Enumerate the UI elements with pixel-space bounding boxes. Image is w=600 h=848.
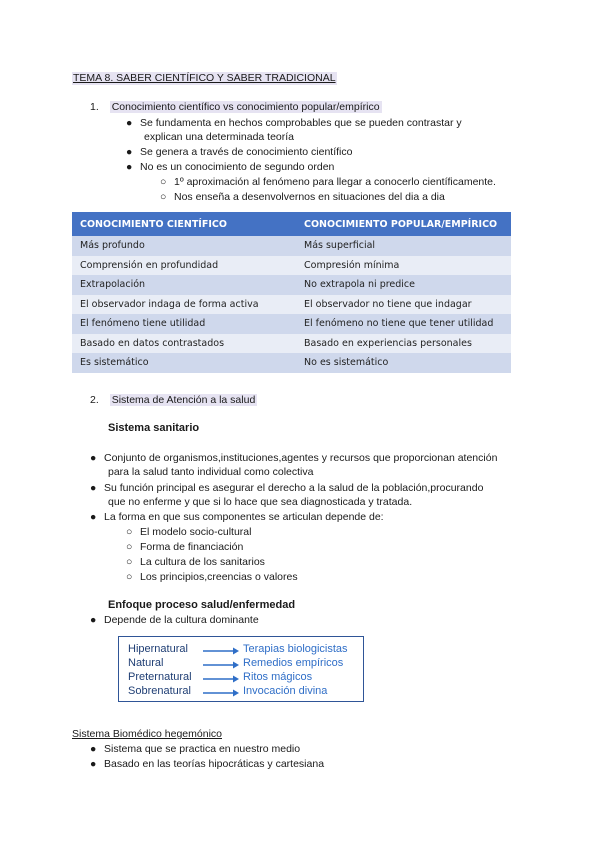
table-row <box>72 256 511 276</box>
table-row <box>72 275 511 295</box>
comparison-table <box>72 212 511 373</box>
list-item-continuation: explican una determinada teoría <box>144 131 295 143</box>
sub-list-item <box>160 175 496 189</box>
list-item <box>90 613 259 627</box>
table-header-cell: CONOCIMIENTO CIENTÍFICO <box>72 212 296 236</box>
table-row <box>72 295 511 315</box>
sub-list-item-text: Los principios,creencias o valores <box>140 571 298 583</box>
list-item <box>90 742 300 756</box>
table-cell: Extrapolación <box>72 275 296 295</box>
bullet-icon: ● <box>90 614 97 626</box>
list-item <box>90 451 497 465</box>
table-cell: Comprensión en profundidad <box>72 256 296 276</box>
diagram-left-label: Preternatural <box>128 671 192 683</box>
table-cell: Es sistemático <box>72 353 296 373</box>
bullet-icon: ● <box>126 146 133 158</box>
list-item-text: No es un conocimiento de segundo orden <box>140 161 335 173</box>
list-item <box>90 510 384 524</box>
bullet-icon: ● <box>90 452 97 464</box>
diagram-right-label: Invocación divina <box>243 685 328 697</box>
table-cell: Más profundo <box>72 236 296 256</box>
section-2-heading <box>90 393 257 407</box>
sub-list-item-text: La cultura de los sanitarios <box>140 556 265 568</box>
arrow-right-icon <box>203 660 239 670</box>
list-item <box>90 481 483 495</box>
section-title: Sistema de Atención a la salud <box>111 394 256 406</box>
section-number: 1. <box>90 101 99 113</box>
list-item-text: Su función principal es asegurar el derecho a la salud de la población,procurando <box>104 482 484 494</box>
table-row <box>72 334 511 354</box>
list-item <box>126 145 352 159</box>
table-row <box>72 314 511 334</box>
diagram-right-label: Ritos mágicos <box>243 671 313 683</box>
subsection-heading: Sistema Biomédico hegemónico <box>72 728 222 740</box>
sub-list-item <box>160 190 445 204</box>
list-item-continuation: que no enferme y que si lo hace que sea diagnosticada y tratada. <box>108 496 413 508</box>
table-row <box>72 236 511 256</box>
bullet-icon: ● <box>90 758 97 770</box>
sub-list-item-text: Forma de financiación <box>140 541 244 553</box>
list-item-text: Se genera a través de conocimiento científico <box>140 146 353 158</box>
table-row <box>72 353 511 373</box>
bullet-icon: ● <box>90 482 97 494</box>
sub-list-item <box>126 525 251 539</box>
list-item-text: Basado en las teorías hipocráticas y cartesiana <box>104 758 325 770</box>
circle-bullet-icon: ○ <box>160 191 167 203</box>
table-cell: Basado en datos contrastados <box>72 334 296 354</box>
diagram-left-label: Hipernatural <box>128 643 188 655</box>
list-item <box>90 757 324 771</box>
bullet-icon: ● <box>90 511 97 523</box>
table-cell: No extrapola ni predice <box>296 275 511 295</box>
subsection-heading: Sistema sanitario <box>108 422 200 434</box>
table-cell: No es sistemático <box>296 353 511 373</box>
bullet-icon: ● <box>90 743 97 755</box>
sub-list-item-text: Nos enseña a desenvolvernos en situaciones del dia a dia <box>174 191 445 203</box>
sub-list-item <box>126 540 243 554</box>
circle-bullet-icon: ○ <box>126 526 133 538</box>
bullet-icon: ● <box>126 117 133 129</box>
list-item-text: Sistema que se practica en nuestro medio <box>104 743 301 755</box>
section-number: 2. <box>90 394 99 406</box>
subsection-heading: Enfoque proceso salud/enfermedad <box>108 599 296 611</box>
list-item-continuation: para la salud tanto individual como colectiva <box>108 466 314 478</box>
section-title: Conocimiento científico vs conocimiento popular/empírico <box>111 101 380 113</box>
table-cell: El observador indaga de forma activa <box>72 295 296 315</box>
circle-bullet-icon: ○ <box>126 571 133 583</box>
sub-list-item <box>126 555 265 569</box>
list-item-text: Depende de la cultura dominante <box>104 614 259 626</box>
bullet-icon: ● <box>126 161 133 173</box>
table-cell: Basado en experiencias personales <box>296 334 511 354</box>
diagram-right-label: Remedios empíricos <box>243 657 344 669</box>
arrow-right-icon <box>203 646 239 656</box>
arrow-right-icon <box>203 674 239 684</box>
table-cell: Compresión mínima <box>296 256 511 276</box>
diagram-right-label: Terapias biologicistas <box>243 643 348 655</box>
sub-list-item <box>126 570 298 584</box>
page-title: TEMA 8. SABER CIENTÍFICO Y SABER TRADICIONAL <box>73 72 336 84</box>
list-item <box>126 160 334 174</box>
sub-list-item-text: El modelo socio-cultural <box>140 526 252 538</box>
diagram-left-label: Sobrenatural <box>128 685 191 697</box>
health-model-diagram <box>118 636 364 702</box>
circle-bullet-icon: ○ <box>126 541 133 553</box>
table-cell: Más superficial <box>296 236 511 256</box>
section-1-heading <box>90 100 382 114</box>
list-item-text: Conjunto de organismos,instituciones,agentes y recursos que proporcionan atención <box>104 452 498 464</box>
table-cell: El observador no tiene que indagar <box>296 295 511 315</box>
circle-bullet-icon: ○ <box>126 556 133 568</box>
arrow-right-icon <box>203 688 239 698</box>
table-cell: El fenómeno no tiene que tener utilidad <box>296 314 511 334</box>
list-item <box>126 116 462 130</box>
table-header-row <box>72 212 511 236</box>
diagram-left-label: Natural <box>128 657 164 669</box>
table-header-cell: CONOCIMIENTO POPULAR/EMPÍRICO <box>296 212 511 236</box>
list-item-text: Se fundamenta en hechos comprobables que se pueden contrastar y <box>140 117 462 129</box>
table-cell: El fenómeno tiene utilidad <box>72 314 296 334</box>
list-item-text: La forma en que sus componentes se articulan depende de: <box>104 511 384 523</box>
sub-list-item-text: 1º aproximación al fenómeno para llegar a conocerlo científicamente. <box>174 176 496 188</box>
circle-bullet-icon: ○ <box>160 176 167 188</box>
